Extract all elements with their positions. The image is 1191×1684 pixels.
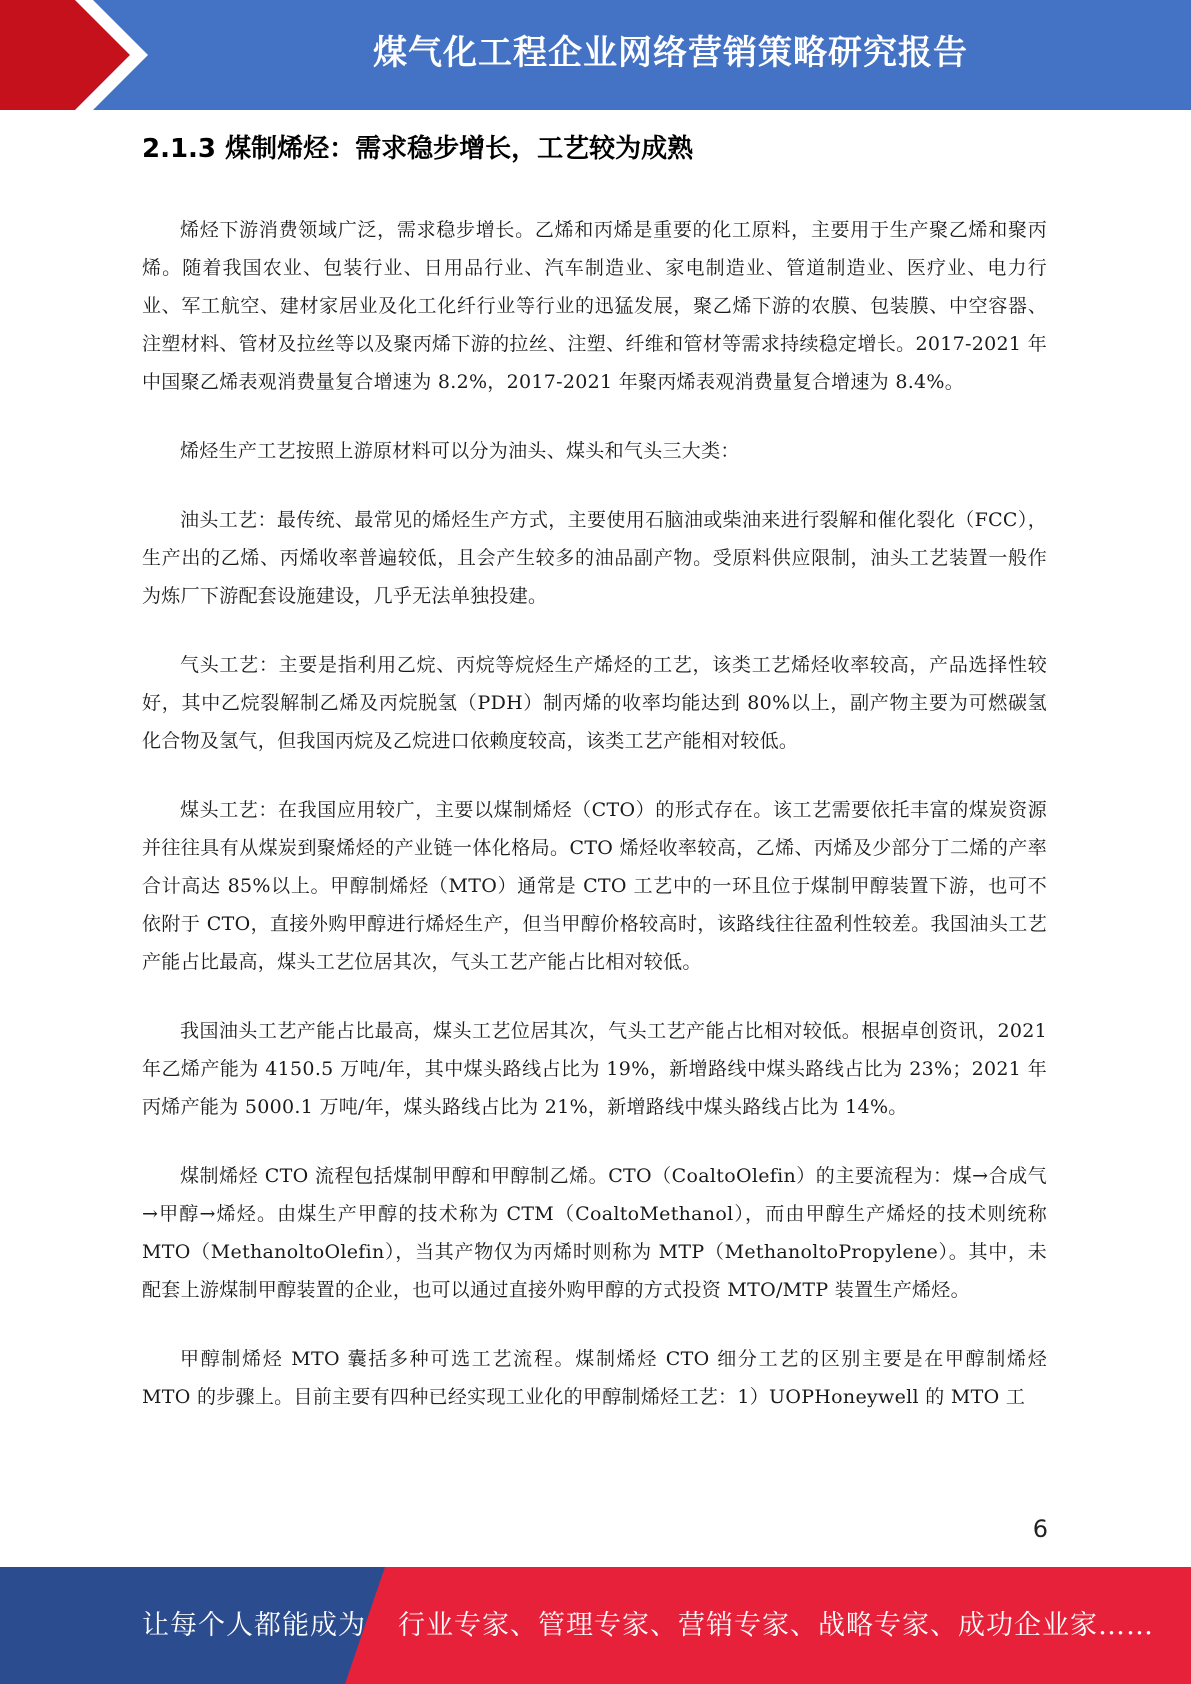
paragraph: 气头工艺：主要是指利用乙烷、丙烷等烷烃生产烯烃的工艺，该类工艺烯烃收率较高，产品选择性较好，其中乙烷裂解制乙烯及丙烷脱氢（PDH）制丙烯的收率均能达到 80%以上，副产物主要为可燃碳氢化合物及氢气，但我国丙烷及乙烷进口依赖度较高，该类工艺产能相对较低。 bbox=[142, 654, 1047, 752]
paragraph: 甲醇制烯烃 MTO 囊括多种可选工艺流程。煤制烯烃 CTO 细分工艺的区别主要是在甲醇制烯烃 MTO 的步骤上。目前主要有四种已经实现工业化的甲醇制烯烃工艺：1）UOPHoneywell 的 MTO 工 bbox=[142, 1348, 1047, 1408]
footer-slogan-left: 让每个人都能成为 bbox=[142, 1610, 366, 1641]
paragraph: 烯烃下游消费领域广泛，需求稳步增长。乙烯和丙烯是重要的化工原料，主要用于生产聚乙烯和聚丙烯。随着我国农业、包装行业、日用品行业、汽车制造业、家电制造业、管道制造业、医疗业、电力行业、军工航空、建材家居业及化工化纤行业等行业的迅猛发展，聚乙烯下游的农膜、包装膜、中空容器、注塑材料、管材及拉丝等以及聚丙烯下游的拉丝、注塑、纤维和管材等需求持续稳定增长。2017-2021 年中国聚乙烯表观消费量复合增速为 8.2%，2017-2021 年聚丙烯表观消费量复合增速为 8.4%。 bbox=[142, 219, 1047, 393]
paragraph: 烯烃生产工艺按照上游原材料可以分为油头、煤头和气头三大类： bbox=[180, 440, 740, 462]
header-red-block bbox=[0, 0, 150, 110]
page-content bbox=[142, 125, 1047, 1447]
header-banner bbox=[0, 0, 1191, 110]
paragraph: 油头工艺：最传统、最常见的烯烃生产方式，主要使用石脑油或柴油来进行裂解和催化裂化（FCC），生产出的乙烯、丙烯收率普遍较低，且会产生较多的油品副产物。受原料供应限制，油头工艺装置一般作为炼厂下游配套设施建设，几乎无法单独投建。 bbox=[142, 509, 1047, 607]
paragraph: 煤制烯烃 CTO 流程包括煤制甲醇和甲醇制乙烯。CTO（CoaltoOlefin）的主要流程为：煤→合成气→甲醇→烯烃。由煤生产甲醇的技术称为 CTM（CoaltoMethanol），而由甲醇生产烯烃的技术则统称 MTO（MethanoltoOlefin），当其产物仅为丙烯时则称为 MTP（MethanoltoPropylene）。其中，未配套上游煤制甲醇装置的企业，也可以通过直接外购甲醇的方式投资 MTO/MTP 装置生产烯烃。 bbox=[142, 1165, 1047, 1301]
report-title: 煤气化工程企业网络营销策略研究报告 bbox=[373, 33, 968, 73]
footer-banner bbox=[0, 1567, 1191, 1684]
section-heading: 2.1.3 煤制烯烃：需求稳步增长，工艺较为成熟 bbox=[142, 134, 694, 164]
page-number: 6 bbox=[1032, 1515, 1048, 1543]
paragraph: 我国油头工艺产能占比最高，煤头工艺位居其次，气头工艺产能占比相对较低。根据卓创资讯，2021 年乙烯产能为 4150.5 万吨/年，其中煤头路线占比为 19%，新增路线中煤头路线占比为 23%；2021 年丙烯产能为 5000.1 万吨/年，煤头路线占比为 21%，新增路线中煤头路线占比为 14%。 bbox=[142, 1020, 1047, 1118]
paragraph: 煤头工艺：在我国应用较广，主要以煤制烯烃（CTO）的形式存在。该工艺需要依托丰富的煤炭资源并往往具有从煤炭到聚烯烃的产业链一体化格局。CTO 烯烃收率较高，乙烯、丙烯及少部分丁二烯的产率合计高达 85%以上。甲醇制烯烃（MTO）通常是 CTO 工艺中的一环且位于煤制甲醇装置下游，也可不依附于 CTO，直接外购甲醇进行烯烃生产，但当甲醇价格较高时，该路线往往盈利性较差。我国油头工艺产能占比最高，煤头工艺位居其次，气头工艺产能占比相对较低。 bbox=[142, 799, 1047, 973]
footer-slogan-right: 行业专家、管理专家、营销专家、战略专家、成功企业家…… bbox=[398, 1610, 1154, 1641]
